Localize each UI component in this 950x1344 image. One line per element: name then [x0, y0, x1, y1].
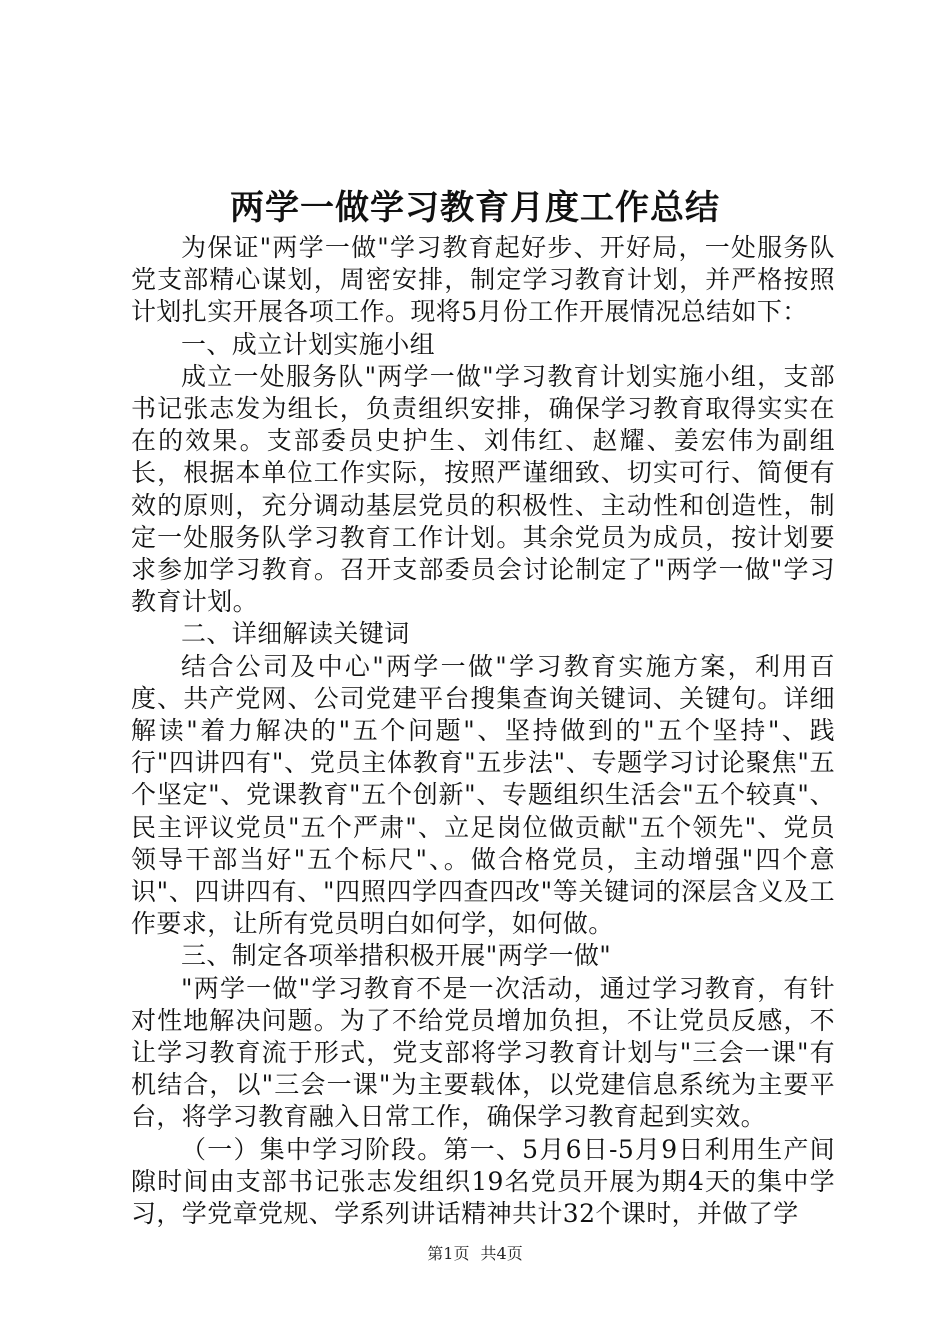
- document-title: 两学一做学习教育月度工作总结: [230, 188, 720, 228]
- section-heading-1: 一、成立计划实施小组: [181, 329, 436, 359]
- paragraph-intro: 为保证"两学一做"学习教育起好步、开好局，一处服务队党支部精心谋划，周密安排，制定学习教育计划，并严格按照计划扎实开展各项工作。现将5月份工作开展情况总结如下：: [131, 233, 835, 327]
- page-total: 共4页: [480, 1244, 523, 1263]
- page-number: 第1页: [427, 1244, 470, 1263]
- section-heading-2: 二、详细解读关键词: [181, 619, 410, 649]
- paragraph-section-2: 结合公司及中心"两学一做"学习教育实施方案，利用百度、共产党网、公司党建平台搜集查询关键词、关键句。详细解读"着力解决的"五个问题"、坚持做到的"五个坚持"、践行"四讲四有"、党员主体教育"五步法"、专题学习讨论聚焦"五个坚定"、党课教育"五个创新"、专题组织生活会"五个较真"、民主评议党员"五个严肃"、立足岗位做贡献"五个领先"、党员领导干部当好"五个标尺"、。做合格党员，主动增强"四个意识"、四讲四有、"四照四学四查四改"等关键词的深层含义及工作要求，让所有党员明白如何学，如何做。: [131, 651, 835, 939]
- document-body: [131, 232, 835, 1230]
- paragraph-section-3: "两学一做"学习教育不是一次活动，通过学习教育，有针对性地解决问题。为了不给党员增加负担，不让党员反感，不让学习教育流于形式，党支部将学习教育计划与"三会一课"有机结合，以"三会一课"为主要载体，以党建信息系统为主要平台，将学习教育融入日常工作，确保学习教育起到实效。: [131, 973, 835, 1132]
- paragraph-section-1: 成立一处服务队"两学一做"学习教育计划实施小组，支部书记张志发为组长，负责组织安排，确保学习教育取得实实在在的效果。支部委员史护生、刘伟红、赵耀、姜宏伟为副组长，根据本单位工作实际，按照严谨细致、切实可行、简便有效的原则，充分调动基层党员的积极性、主动性和创造性，制定一处服务队学习教育工作计划。其余党员为成员，按计划要求参加学习教育。召开支部委员会讨论制定了"两学一做"学习教育计划。: [131, 361, 835, 617]
- paragraph-subsection-1: （一）集中学习阶段。第一、5月6日-5月9日利用生产间隙时间由支部书记张志发组织19名党员开展为期4天的集中学习，学党章党规、学系列讲话精神共计32个课时，并做了学: [131, 1134, 835, 1229]
- page-footer: [0, 1244, 950, 1264]
- section-heading-3: 三、制定各项举措积极开展"两学一做": [181, 941, 612, 971]
